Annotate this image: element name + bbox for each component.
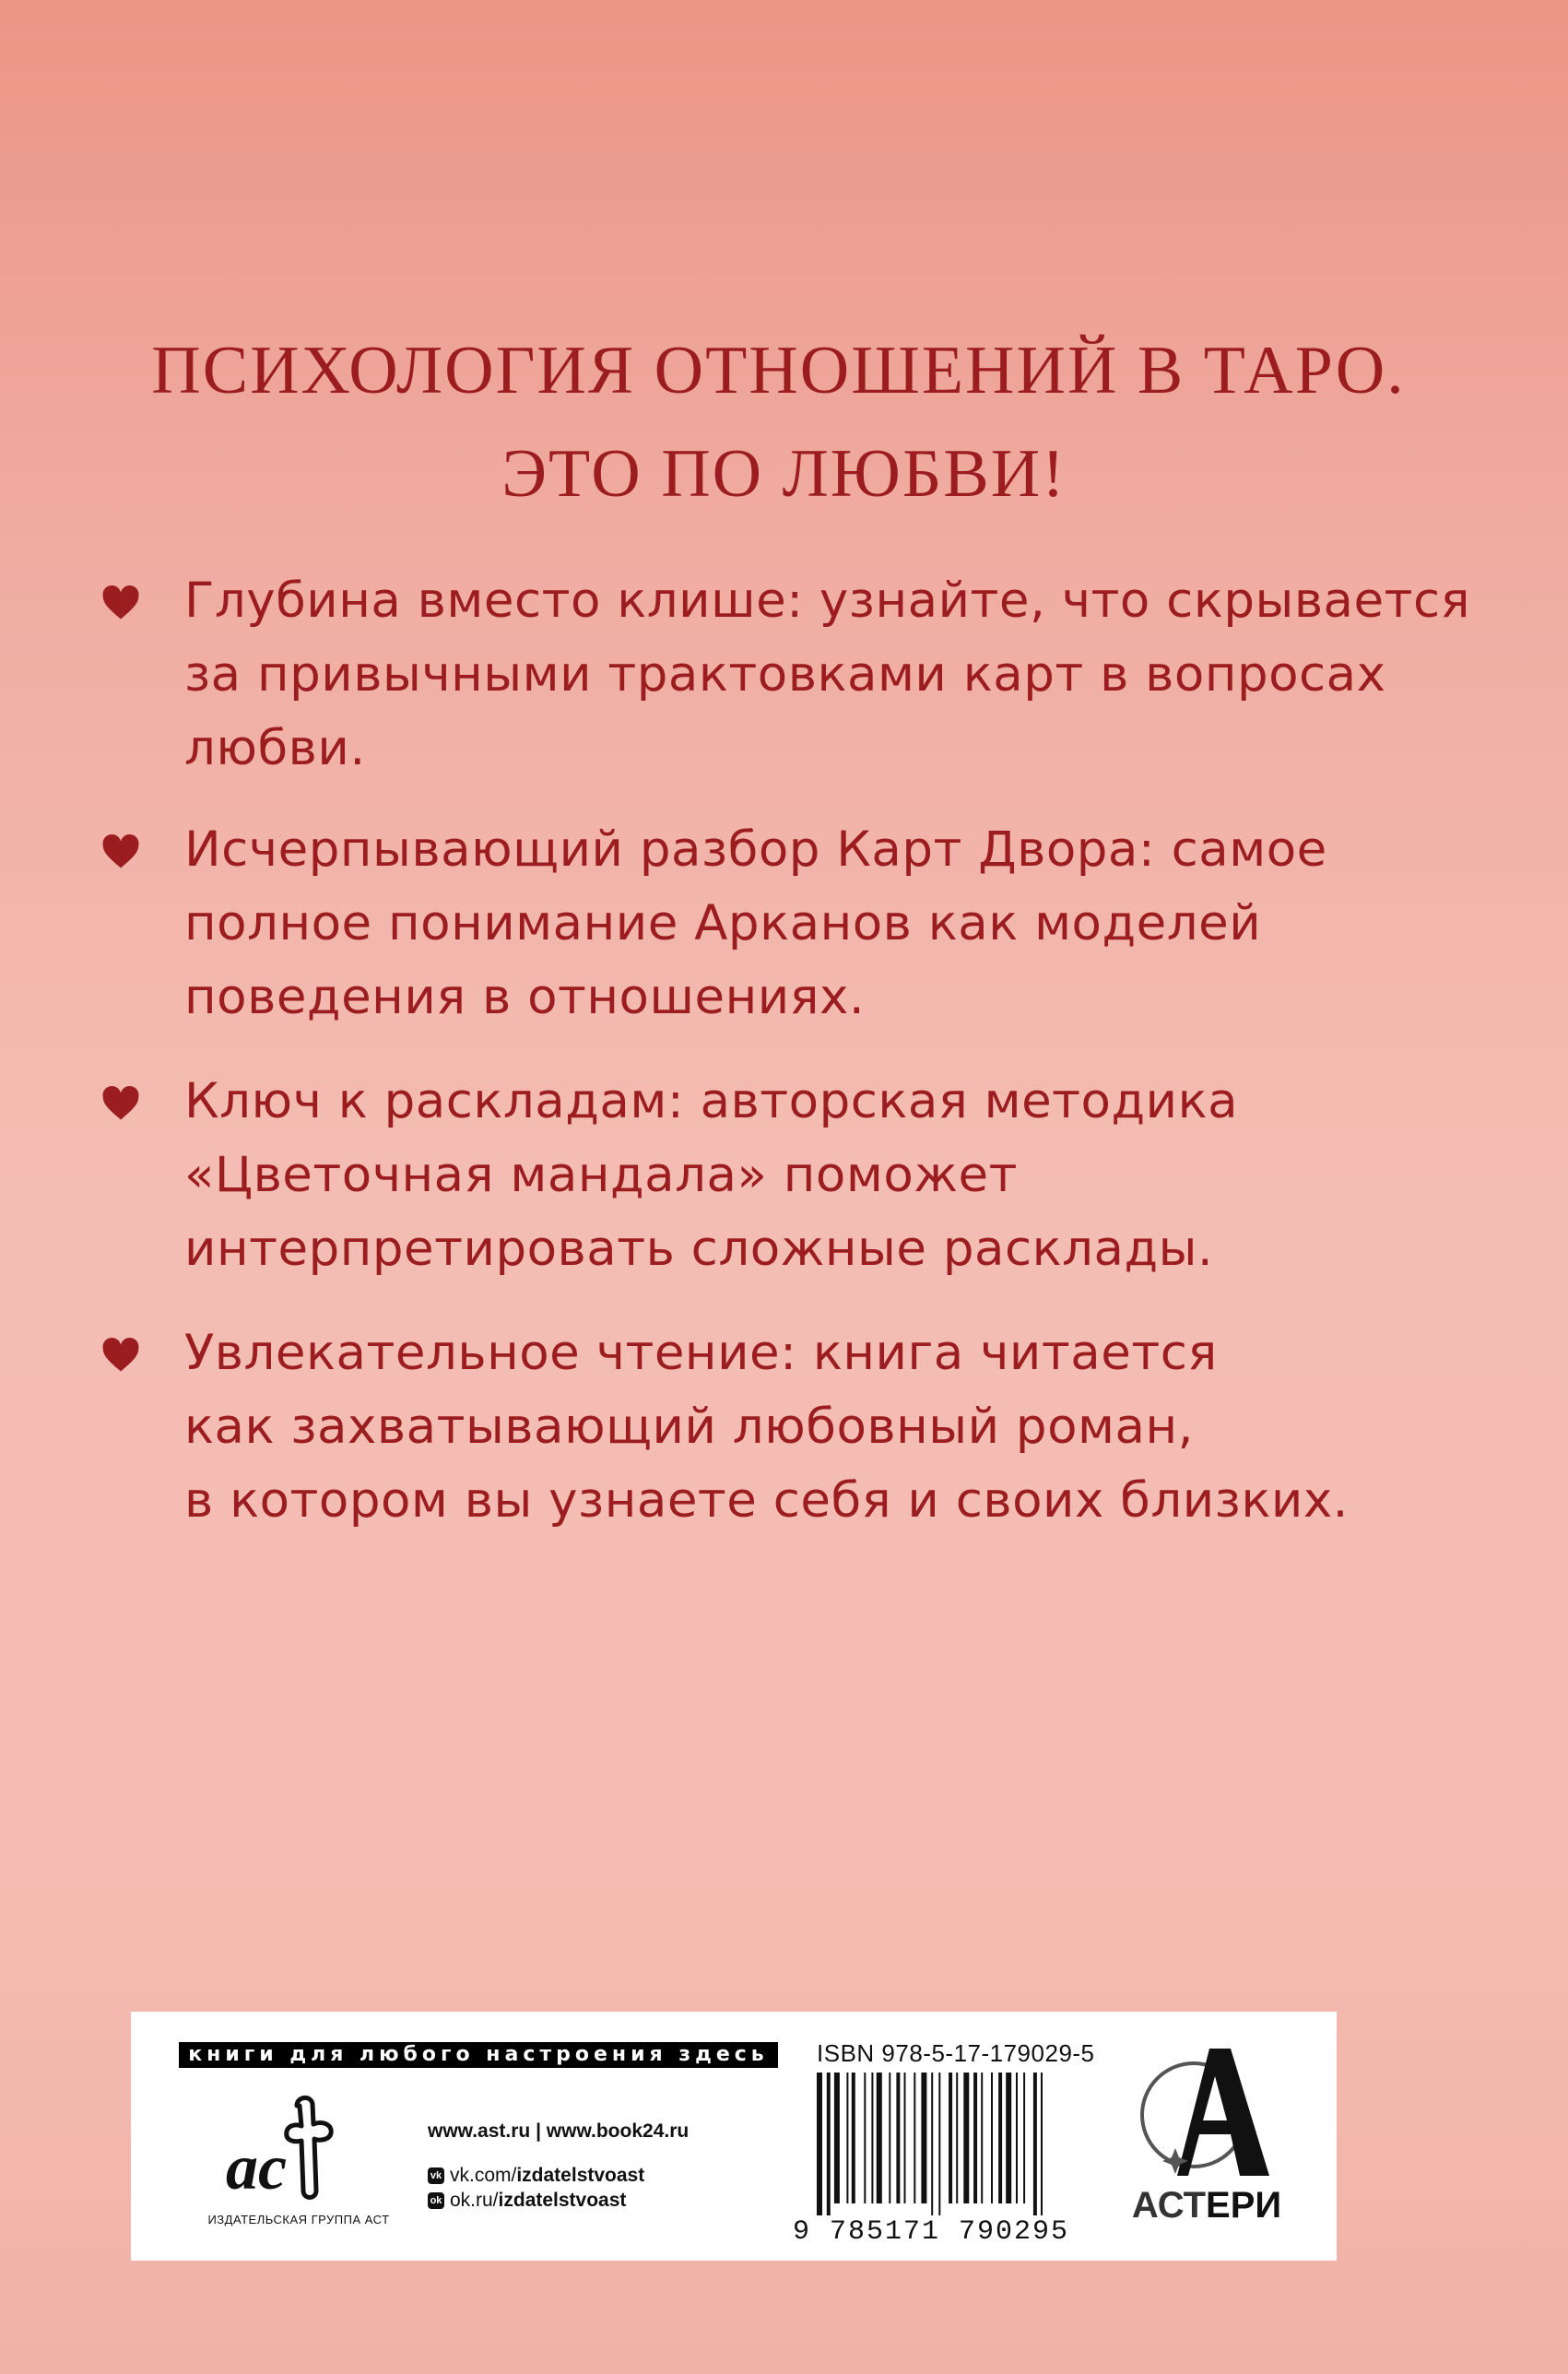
bullet-line: интерпретировать сложные расклады.	[184, 1221, 1214, 1277]
title-line-1: ПСИХОЛОГИЯ ОТНОШЕНИЙ В ТАРО.	[151, 333, 1406, 408]
heart-icon	[101, 1085, 140, 1122]
bullet-line: Увлекательное чтение: книга читается	[184, 1325, 1218, 1381]
ast-logo-icon	[218, 2087, 357, 2207]
bullet-line: в котором вы узнаете себя и своих близких.	[184, 1472, 1350, 1529]
barcode-digits: 9 785171 790295	[793, 2216, 1070, 2248]
vk-icon: vk	[428, 2167, 444, 2184]
vk-link[interactable]: vk vk.com/izdatelstvoast	[428, 2165, 644, 2187]
tagline: книги для любого настроения здесь	[179, 2042, 778, 2068]
isbn: ISBN 978-5-17-179029-5	[817, 2039, 1095, 2067]
ok-link[interactable]: ok ok.ru/izdatelstvoast	[428, 2190, 626, 2212]
heart-icon	[101, 585, 140, 621]
barcode	[815, 2073, 1101, 2215]
bullet-line: полное понимание Арканов как моделей	[184, 895, 1262, 951]
title-line-2: ЭТО ПО ЛЮБВИ!	[501, 436, 1067, 512]
bullet-line: поведения в отношениях.	[184, 969, 866, 1025]
bullet-line: Глубина вместо клише: узнайте, что скрывается	[184, 573, 1471, 629]
bullet-line: Исчерпывающий разбор Карт Двора: самое	[184, 821, 1327, 878]
bullet-line: «Цветочная мандала» поможет	[184, 1147, 1018, 1203]
websites[interactable]: www.ast.ru | www.book24.ru	[428, 2120, 690, 2142]
bullet-line: за привычными трактовками карт в вопросах	[184, 646, 1386, 703]
asteri-imprint-name: АСТЕРИ	[1131, 2185, 1282, 2226]
publisher-info-box	[131, 2012, 1337, 2261]
heart-icon	[101, 833, 140, 870]
ok-icon: ok	[428, 2192, 444, 2209]
bullet-line: любви.	[184, 720, 366, 776]
bullet-line: Ключ к раскладам: авторская методика	[184, 1073, 1239, 1129]
svg-text:ac: ac	[226, 2132, 288, 2203]
heart-icon	[101, 1337, 140, 1374]
publisher-name: ИЗДАТЕЛЬСКАЯ ГРУППА АСТ	[207, 2213, 390, 2226]
bullet-line: как захватывающий любовный роман,	[184, 1399, 1194, 1455]
